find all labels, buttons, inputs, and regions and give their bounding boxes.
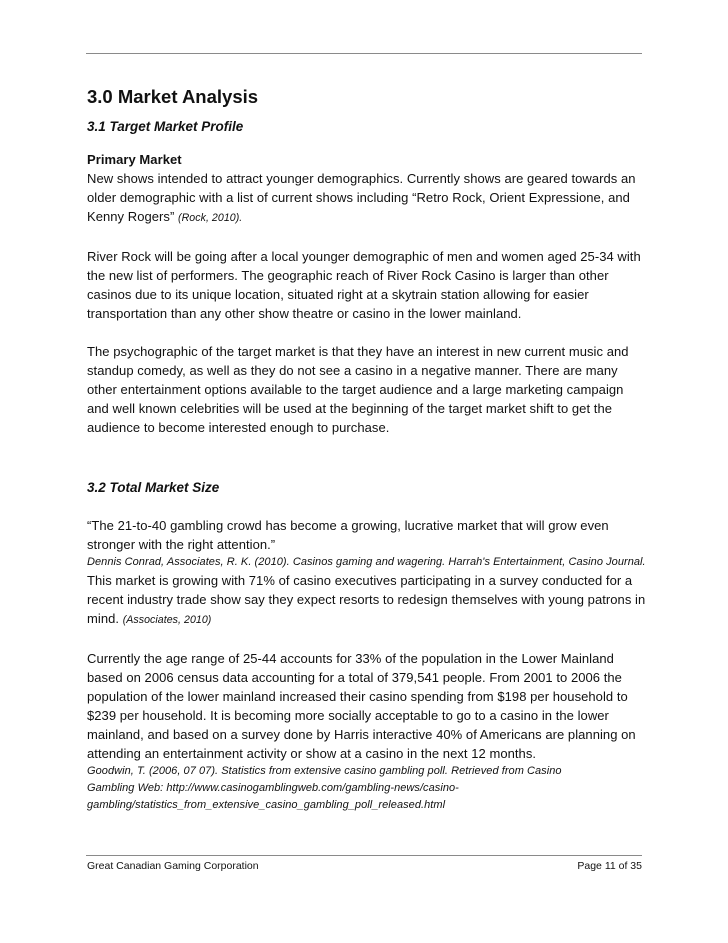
page-footer	[87, 859, 642, 873]
paragraph-target-2: River Rock will be going after a local younger demographic of men and women aged 25-34 with the new list of performers. The geographic reach of River Rock Casino is larger than other casinos due to its unique location, situated right at a skytrain station allowing for easier transportation than any other show theatre or casino in the lower mainland.	[87, 249, 641, 321]
source-conrad: Dennis Conrad, Associates, R. K. (2010). Casinos gaming and wagering. Harrah's Entertainment, Casino Journal.	[87, 556, 646, 568]
footer-page-number: Page 11 of 35	[577, 860, 642, 872]
paragraph-size-1-text: This market is growing with 71% of casino executives participating in a survey conducted for a recent industry trade show say they expect resorts to redesign themselves with young patrons in mind.	[87, 573, 646, 626]
header-rule	[86, 53, 642, 54]
paragraph-target-1-text: New shows intended to attract younger demographics. Currently shows are geared towards an older demographic with a list of current shows including “Retro Rock, Orient Expressione, and Kenny Rogers”	[87, 171, 636, 224]
source-goodwin-line-1: Goodwin, T. (2006, 07 07). Statistics from extensive casino gambling poll. Retrieved from Casino	[87, 765, 562, 777]
citation-rock: (Rock, 2010).	[178, 212, 243, 224]
subsection-title-target-market: 3.1 Target Market Profile	[87, 119, 244, 134]
paragraph-size-2: Currently the age range of 25-44 accounts for 33% of the population in the Lower Mainland based on 2006 census data accounting for a total of 379,541 people. From 2001 to 2006 the population of the lower mainland increased their casino spending from $198 per household to $239 per household. It is becoming more socially acceptable to go to a casino in the lower mainland, and based on a survey done by Harris interactive 40% of Americans are planning on attending an entertainment activity or show at a casino in the next 12 months.	[87, 651, 636, 761]
paragraph-size-1	[87, 571, 647, 630]
citation-associates: (Associates, 2010)	[122, 614, 212, 626]
market-quote: “The 21-to-40 gambling crowd has become a growing, lucrative market that will grow even stronger with the right attention.”	[87, 518, 609, 552]
footer-rule	[86, 855, 642, 856]
source-goodwin	[87, 763, 647, 814]
source-goodwin-line-3: gambling/statistics_from_extensive_casino_gambling_poll_released.html	[87, 799, 446, 811]
paragraph-target-3: The psychographic of the target market is that they have an interest in new current music and standup comedy, as well as they do not see a casino in a negative manner. There are many other entertainment options available to the target audience and a large marketing campaign and well known celebrities will be used at the beginning of the target market shift to get the audience to become interested enough to purchase.	[87, 344, 629, 435]
paragraph-target-1	[87, 169, 647, 228]
section-heading: 3.0 Market Analysis	[87, 86, 259, 107]
subsection-title-market-size: 3.2 Total Market Size	[87, 480, 220, 495]
footer-company: Great Canadian Gaming Corporation	[87, 860, 259, 872]
source-goodwin-line-2: Gambling Web: http://www.casinogamblingweb.com/gambling-news/casino-	[87, 782, 459, 794]
page-content	[87, 86, 647, 814]
primary-market-label: Primary Market	[87, 152, 182, 167]
